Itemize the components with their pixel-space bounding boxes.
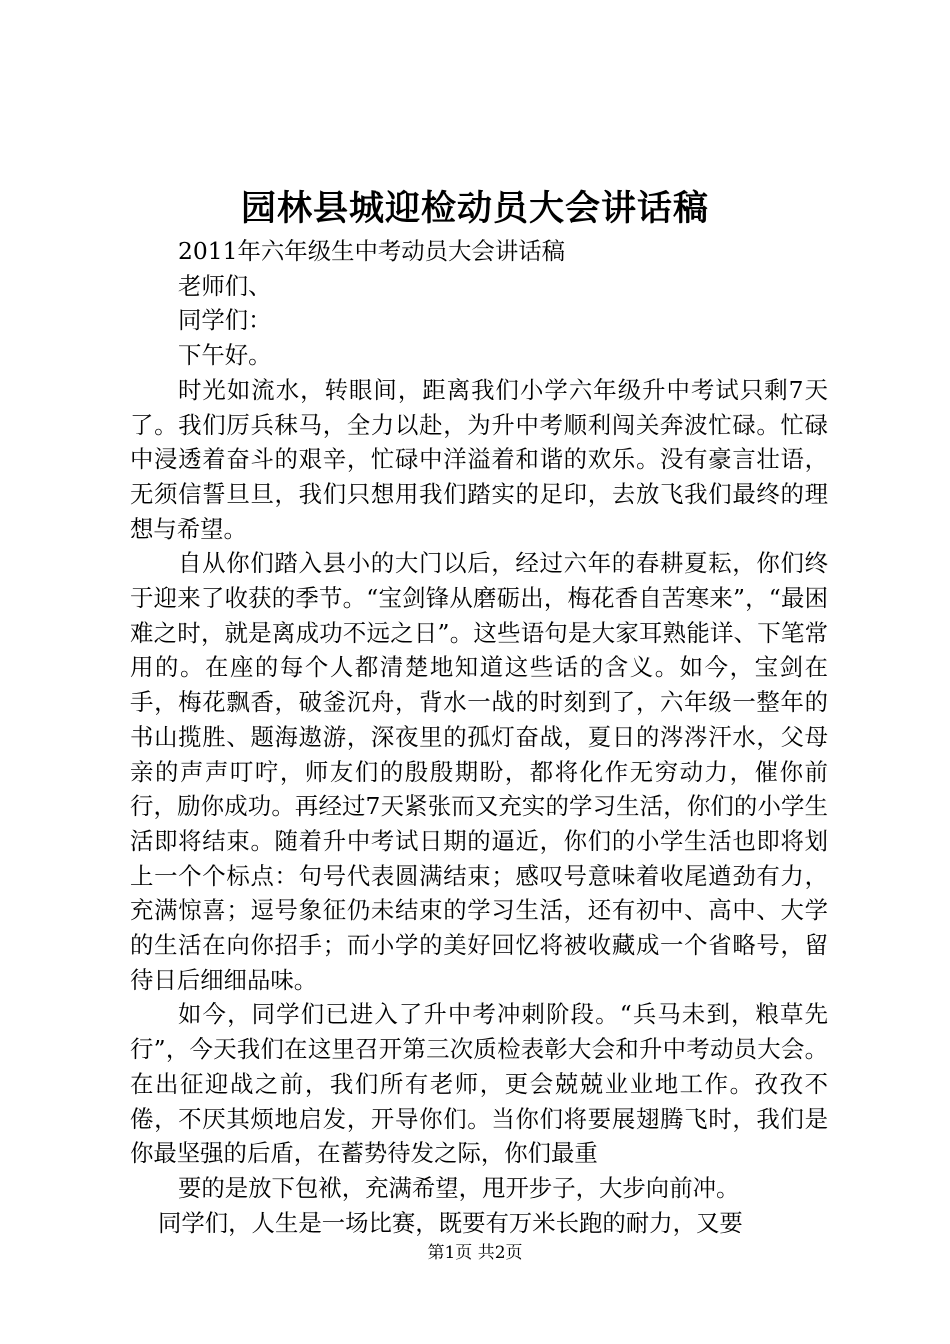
body-paragraph: 自从你们踏入县小的大门以后，经过六年的春耕夏耘，你们终于迎来了收获的季节。“宝剑锋从磨砺出，梅花香自苦寒来”，“最困难之时，就是离成功不远之日”。这些语句是大家耳熟能详、下笔常用的。在座的每个人都清楚地知道这些话的含义。如今，宝剑在手，梅花飘香，破釜沉舟，背水一战的时刻到了，六年级一整年的书山揽胜、题海遨游，深夜里的孤灯奋战，夏日的涔涔汗水，父母亲的声声叮咛，师友们的殷殷期盼，都将化作无穷动力，催你前行，励你成功。再经过7天紧张而又充实的学习生活，你们的小学生活即将结束。随着升中考试日期的逼近，你们的小学生活也即将划上一个个标点：句号代表圆满结束；感叹号意味着收尾遒劲有力，充满惊喜；逗号象征仍未结束的学习生活，还有初中、高中、大学的生活在向你招手；而小学的美好回忆将被收藏成一个省略号，留待日后细细品味。: [130, 549, 828, 994]
body-paragraph: 同学们，人生是一场比赛，既要有万米长跑的耐力，又要: [158, 1208, 743, 1237]
document-title: 园林县城迎检动员大会讲话稿: [240, 188, 709, 229]
body-paragraph: 如今，同学们已进入了升中考冲刺阶段。“兵马未到，粮草先行”，今天我们在这里召开第三次质检表彰大会和升中考动员大会。在出征迎战之前，我们所有老师，更会兢兢业业地工作。孜孜不倦，不厌其烦地启发，开导你们。当你们将要展翅腾飞时，我们是你最坚强的后盾，在蓄势待发之际，你们最重: [130, 1000, 828, 1168]
subtitle-line: 2011年六年级生中考动员大会讲话稿: [178, 237, 565, 265]
body-paragraph: 要的是放下包袱，充满希望，甩开步子，大步向前冲。: [178, 1173, 740, 1202]
page-number-footer: 第1页 共2页: [427, 1243, 523, 1263]
salutation-teachers: 老师们、: [178, 271, 272, 300]
greeting-line: 下午好。: [178, 341, 272, 370]
document-body: [130, 234, 828, 1240]
body-paragraph: 时光如流水，转眼间，距离我们小学六年级升中考试只剩7天了。我们厉兵秣马，全力以赴，为升中考顺利闯关奔波忙碌。忙碌中浸透着奋斗的艰辛，忙碌中洋溢着和谐的欢乐。没有豪言壮语，无须信誓旦旦，我们只想用我们踏实的足印，去放飞我们最终的理想与希望。: [130, 375, 828, 543]
salutation-students: 同学们：: [178, 306, 272, 335]
